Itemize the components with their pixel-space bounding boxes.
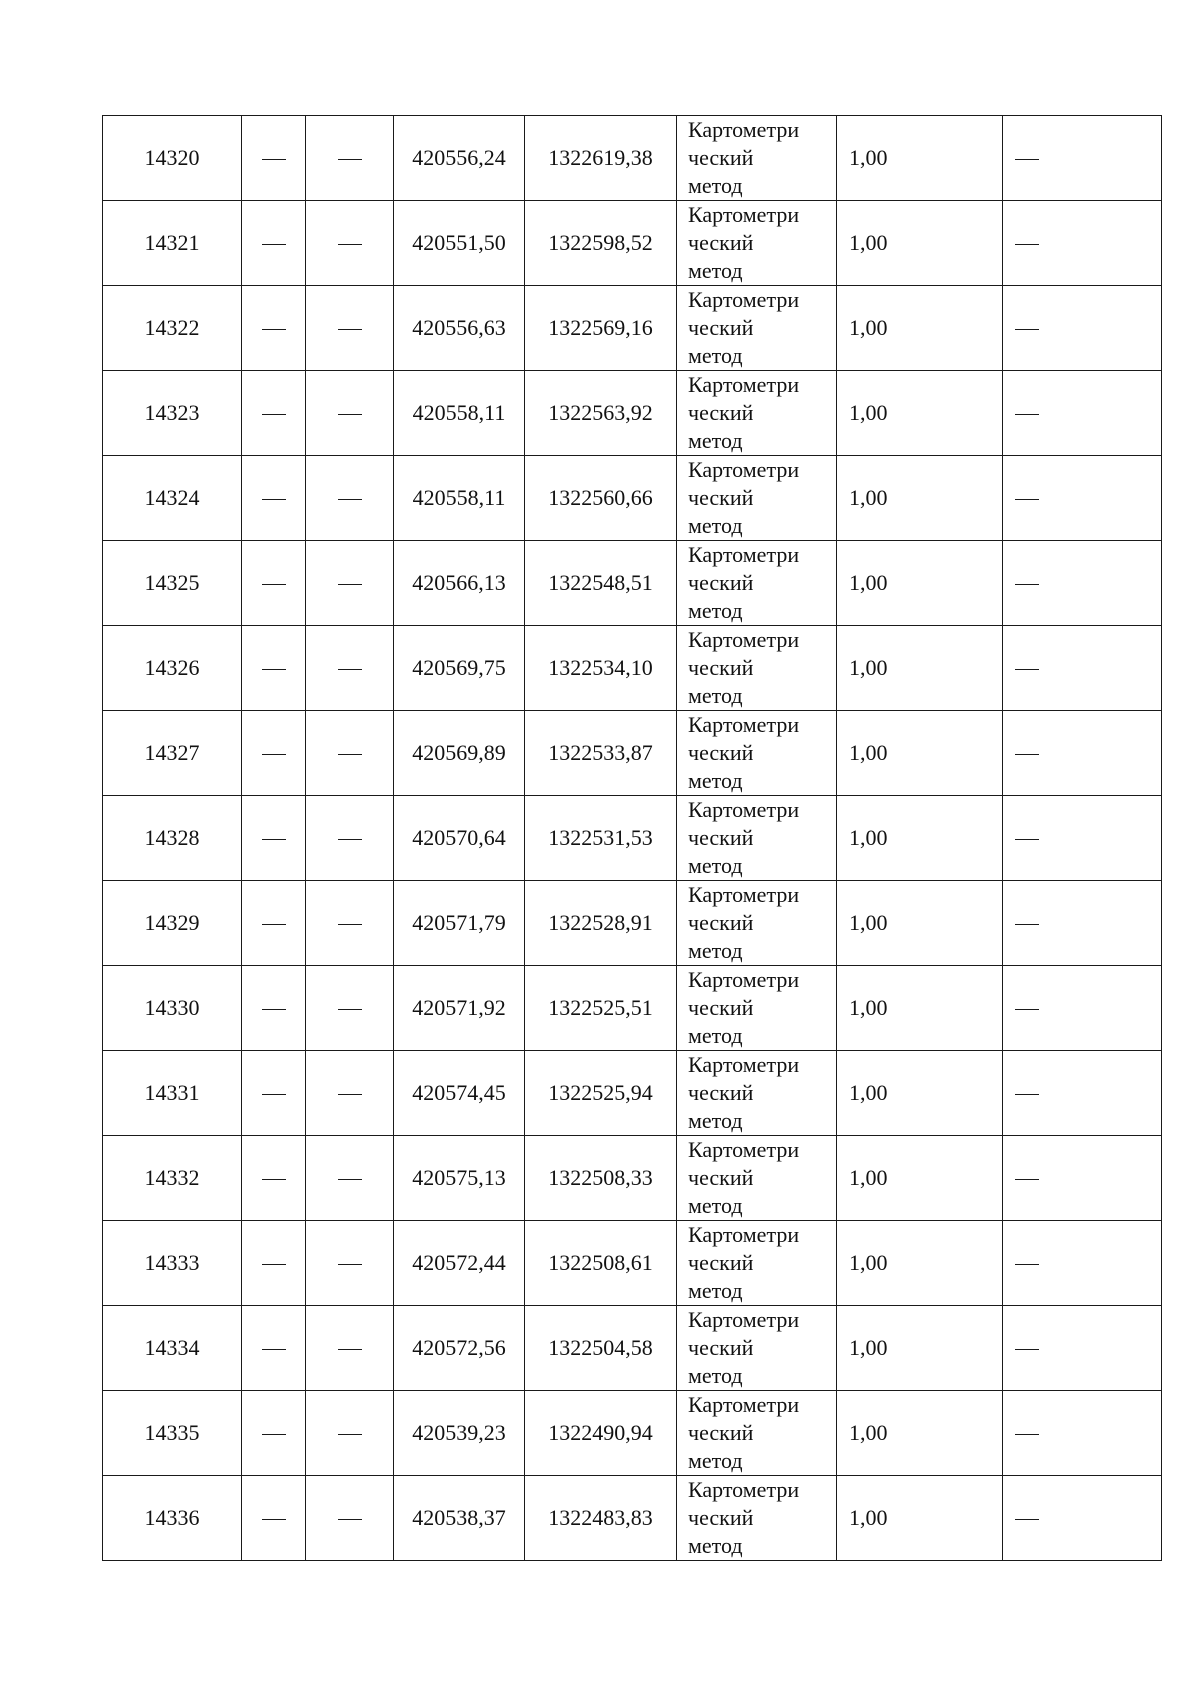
empty-value-cell	[306, 711, 394, 796]
method-text-line: Картометри	[688, 1307, 800, 1332]
description-cell	[1003, 116, 1162, 201]
x-coordinate-cell: 420571,79	[394, 881, 525, 966]
y-coordinate-cell: 1322508,61	[525, 1221, 677, 1306]
dash-mark	[1015, 1264, 1039, 1265]
dash-mark	[1015, 754, 1039, 755]
method-text-line: ческий	[688, 485, 754, 510]
method-text-line: Картометри	[688, 1052, 800, 1077]
empty-value-cell	[306, 1391, 394, 1476]
dash-mark	[338, 1434, 362, 1435]
empty-value-cell	[242, 456, 306, 541]
table-row	[103, 1306, 1162, 1391]
method-text-line: метод	[688, 513, 743, 538]
x-coordinate-cell: 420569,75	[394, 626, 525, 711]
dash-mark	[1015, 159, 1039, 160]
accuracy-cell: 1,00	[837, 711, 1003, 796]
accuracy-cell: 1,00	[837, 1306, 1003, 1391]
method-text-line: ческий	[688, 1165, 754, 1190]
empty-value-cell	[242, 711, 306, 796]
accuracy-cell: 1,00	[837, 116, 1003, 201]
description-cell	[1003, 371, 1162, 456]
y-coordinate-cell: 1322483,83	[525, 1476, 677, 1561]
x-coordinate-cell: 420575,13	[394, 1136, 525, 1221]
empty-value-cell	[242, 796, 306, 881]
y-coordinate-cell: 1322598,52	[525, 201, 677, 286]
description-cell	[1003, 541, 1162, 626]
description-cell	[1003, 201, 1162, 286]
method-cell	[677, 541, 837, 626]
accuracy-cell: 1,00	[837, 541, 1003, 626]
method-cell	[677, 1221, 837, 1306]
description-cell	[1003, 1051, 1162, 1136]
dash-mark	[338, 1009, 362, 1010]
method-text-line: метод	[688, 1278, 743, 1303]
dash-mark	[262, 1094, 286, 1095]
method-text-line: Картометри	[688, 542, 800, 567]
dash-mark	[262, 1264, 286, 1265]
method-text-line: Картометри	[688, 372, 800, 397]
accuracy-cell: 1,00	[837, 1476, 1003, 1561]
point-number-cell: 14323	[103, 371, 242, 456]
dash-mark	[338, 1094, 362, 1095]
table-row	[103, 456, 1162, 541]
empty-value-cell	[306, 371, 394, 456]
empty-value-cell	[306, 1051, 394, 1136]
dash-mark	[1015, 244, 1039, 245]
dash-mark	[1015, 499, 1039, 500]
dash-mark	[338, 839, 362, 840]
dash-mark	[338, 1179, 362, 1180]
empty-value-cell	[242, 1051, 306, 1136]
table-row	[103, 286, 1162, 371]
table-row	[103, 371, 1162, 456]
dash-mark	[338, 669, 362, 670]
point-number-cell: 14327	[103, 711, 242, 796]
accuracy-cell: 1,00	[837, 201, 1003, 286]
description-cell	[1003, 1476, 1162, 1561]
description-cell	[1003, 1306, 1162, 1391]
point-number-cell: 14333	[103, 1221, 242, 1306]
point-number-cell: 14326	[103, 626, 242, 711]
empty-value-cell	[306, 456, 394, 541]
empty-value-cell	[306, 116, 394, 201]
y-coordinate-cell: 1322531,53	[525, 796, 677, 881]
table-body	[103, 116, 1162, 1561]
point-number-cell: 14330	[103, 966, 242, 1051]
accuracy-cell: 1,00	[837, 1391, 1003, 1476]
method-text-line: метод	[688, 1448, 743, 1473]
dash-mark	[262, 414, 286, 415]
point-number-cell: 14325	[103, 541, 242, 626]
accuracy-cell: 1,00	[837, 286, 1003, 371]
method-text-line: ческий	[688, 1080, 754, 1105]
x-coordinate-cell: 420572,56	[394, 1306, 525, 1391]
method-cell	[677, 456, 837, 541]
method-text-line: метод	[688, 853, 743, 878]
y-coordinate-cell: 1322528,91	[525, 881, 677, 966]
dash-mark	[1015, 1094, 1039, 1095]
x-coordinate-cell: 420558,11	[394, 371, 525, 456]
method-cell	[677, 371, 837, 456]
empty-value-cell	[242, 1476, 306, 1561]
dash-mark	[1015, 1434, 1039, 1435]
description-cell	[1003, 711, 1162, 796]
y-coordinate-cell: 1322569,16	[525, 286, 677, 371]
empty-value-cell	[242, 1136, 306, 1221]
dash-mark	[262, 1349, 286, 1350]
method-text-line: метод	[688, 1023, 743, 1048]
point-number-cell: 14324	[103, 456, 242, 541]
method-text-line: Картометри	[688, 627, 800, 652]
description-cell	[1003, 456, 1162, 541]
method-text-line: ческий	[688, 825, 754, 850]
method-text-line: ческий	[688, 655, 754, 680]
dash-mark	[262, 1519, 286, 1520]
method-text-line: ческий	[688, 230, 754, 255]
y-coordinate-cell: 1322525,94	[525, 1051, 677, 1136]
dash-mark	[1015, 1349, 1039, 1350]
dash-mark	[338, 499, 362, 500]
table-row	[103, 881, 1162, 966]
dash-mark	[338, 1519, 362, 1520]
method-text-line: ческий	[688, 1250, 754, 1275]
point-number-cell: 14336	[103, 1476, 242, 1561]
accuracy-cell: 1,00	[837, 966, 1003, 1051]
y-coordinate-cell: 1322525,51	[525, 966, 677, 1051]
dash-mark	[262, 244, 286, 245]
table-row	[103, 1476, 1162, 1561]
accuracy-cell: 1,00	[837, 371, 1003, 456]
empty-value-cell	[306, 286, 394, 371]
method-cell	[677, 796, 837, 881]
empty-value-cell	[306, 1136, 394, 1221]
y-coordinate-cell: 1322563,92	[525, 371, 677, 456]
table-row	[103, 966, 1162, 1051]
method-text-line: ческий	[688, 570, 754, 595]
dash-mark	[1015, 1179, 1039, 1180]
method-text-line: Картометри	[688, 967, 800, 992]
dash-mark	[262, 924, 286, 925]
dash-mark	[1015, 1519, 1039, 1520]
description-cell	[1003, 1391, 1162, 1476]
empty-value-cell	[306, 1306, 394, 1391]
coordinates-table	[102, 115, 1162, 1561]
dash-mark	[262, 329, 286, 330]
method-text-line: Картометри	[688, 797, 800, 822]
dash-mark	[1015, 414, 1039, 415]
dash-mark	[262, 1009, 286, 1010]
dash-mark	[262, 669, 286, 670]
y-coordinate-cell: 1322508,33	[525, 1136, 677, 1221]
accuracy-cell: 1,00	[837, 881, 1003, 966]
dash-mark	[338, 1264, 362, 1265]
empty-value-cell	[306, 796, 394, 881]
point-number-cell: 14322	[103, 286, 242, 371]
dash-mark	[1015, 924, 1039, 925]
empty-value-cell	[306, 966, 394, 1051]
method-text-line: ческий	[688, 145, 754, 170]
empty-value-cell	[242, 1306, 306, 1391]
method-text-line: метод	[688, 1108, 743, 1133]
y-coordinate-cell: 1322534,10	[525, 626, 677, 711]
y-coordinate-cell: 1322560,66	[525, 456, 677, 541]
dash-mark	[338, 244, 362, 245]
method-cell	[677, 626, 837, 711]
dash-mark	[338, 754, 362, 755]
description-cell	[1003, 796, 1162, 881]
accuracy-cell: 1,00	[837, 1221, 1003, 1306]
method-text-line: метод	[688, 768, 743, 793]
method-text-line: метод	[688, 598, 743, 623]
x-coordinate-cell: 420556,63	[394, 286, 525, 371]
method-text-line: метод	[688, 428, 743, 453]
dash-mark	[262, 1434, 286, 1435]
method-cell	[677, 966, 837, 1051]
empty-value-cell	[242, 371, 306, 456]
method-text-line: ческий	[688, 1335, 754, 1360]
empty-value-cell	[306, 1476, 394, 1561]
point-number-cell: 14334	[103, 1306, 242, 1391]
dash-mark	[1015, 329, 1039, 330]
accuracy-cell: 1,00	[837, 796, 1003, 881]
table-row	[103, 541, 1162, 626]
table-row	[103, 1051, 1162, 1136]
table-row	[103, 796, 1162, 881]
dash-mark	[338, 924, 362, 925]
dash-mark	[262, 584, 286, 585]
y-coordinate-cell: 1322504,58	[525, 1306, 677, 1391]
x-coordinate-cell: 420574,45	[394, 1051, 525, 1136]
x-coordinate-cell: 420538,37	[394, 1476, 525, 1561]
empty-value-cell	[242, 966, 306, 1051]
x-coordinate-cell: 420539,23	[394, 1391, 525, 1476]
empty-value-cell	[242, 116, 306, 201]
dash-mark	[338, 159, 362, 160]
empty-value-cell	[242, 1391, 306, 1476]
empty-value-cell	[242, 201, 306, 286]
method-text-line: метод	[688, 1363, 743, 1388]
method-text-line: Картометри	[688, 287, 800, 312]
table-row	[103, 201, 1162, 286]
x-coordinate-cell: 420571,92	[394, 966, 525, 1051]
empty-value-cell	[306, 201, 394, 286]
method-cell	[677, 201, 837, 286]
x-coordinate-cell: 420570,64	[394, 796, 525, 881]
accuracy-cell: 1,00	[837, 1136, 1003, 1221]
dash-mark	[1015, 1009, 1039, 1010]
table-row	[103, 116, 1162, 201]
dash-mark	[338, 414, 362, 415]
method-text-line: Картометри	[688, 1392, 800, 1417]
dash-mark	[338, 329, 362, 330]
method-text-line: ческий	[688, 910, 754, 935]
empty-value-cell	[242, 1221, 306, 1306]
table-row	[103, 711, 1162, 796]
table-row	[103, 1391, 1162, 1476]
method-text-line: Картометри	[688, 882, 800, 907]
table-row	[103, 1136, 1162, 1221]
method-text-line: ческий	[688, 400, 754, 425]
empty-value-cell	[306, 541, 394, 626]
dash-mark	[338, 1349, 362, 1350]
method-text-line: ческий	[688, 740, 754, 765]
x-coordinate-cell: 420566,13	[394, 541, 525, 626]
y-coordinate-cell: 1322533,87	[525, 711, 677, 796]
description-cell	[1003, 966, 1162, 1051]
method-cell	[677, 1476, 837, 1561]
method-text-line: Картометри	[688, 117, 800, 142]
method-text-line: Картометри	[688, 1222, 800, 1247]
point-number-cell: 14335	[103, 1391, 242, 1476]
method-cell	[677, 286, 837, 371]
method-text-line: Картометри	[688, 1477, 800, 1502]
empty-value-cell	[242, 881, 306, 966]
accuracy-cell: 1,00	[837, 1051, 1003, 1136]
empty-value-cell	[306, 1221, 394, 1306]
dash-mark	[262, 1179, 286, 1180]
point-number-cell: 14332	[103, 1136, 242, 1221]
dash-mark	[262, 754, 286, 755]
method-text-line: метод	[688, 938, 743, 963]
dash-mark	[338, 584, 362, 585]
method-text-line: метод	[688, 343, 743, 368]
dash-mark	[1015, 839, 1039, 840]
method-cell	[677, 881, 837, 966]
method-text-line: ческий	[688, 995, 754, 1020]
accuracy-cell: 1,00	[837, 456, 1003, 541]
empty-value-cell	[242, 286, 306, 371]
y-coordinate-cell: 1322548,51	[525, 541, 677, 626]
empty-value-cell	[306, 626, 394, 711]
method-text-line: Картометри	[688, 457, 800, 482]
method-cell	[677, 1051, 837, 1136]
dash-mark	[262, 499, 286, 500]
description-cell	[1003, 1221, 1162, 1306]
dash-mark	[1015, 584, 1039, 585]
empty-value-cell	[306, 881, 394, 966]
method-text-line: метод	[688, 683, 743, 708]
point-number-cell: 14329	[103, 881, 242, 966]
dash-mark	[262, 839, 286, 840]
method-text-line: ческий	[688, 1420, 754, 1445]
x-coordinate-cell: 420556,24	[394, 116, 525, 201]
method-text-line: метод	[688, 258, 743, 283]
method-text-line: ческий	[688, 315, 754, 340]
table-row	[103, 1221, 1162, 1306]
empty-value-cell	[242, 626, 306, 711]
method-text-line: Картометри	[688, 712, 800, 737]
table-row	[103, 626, 1162, 711]
method-text-line: метод	[688, 1193, 743, 1218]
point-number-cell: 14321	[103, 201, 242, 286]
method-cell	[677, 1306, 837, 1391]
accuracy-cell: 1,00	[837, 626, 1003, 711]
description-cell	[1003, 881, 1162, 966]
y-coordinate-cell: 1322619,38	[525, 116, 677, 201]
x-coordinate-cell: 420572,44	[394, 1221, 525, 1306]
method-text-line: Картометри	[688, 1137, 800, 1162]
method-cell	[677, 711, 837, 796]
description-cell	[1003, 1136, 1162, 1221]
description-cell	[1003, 286, 1162, 371]
dash-mark	[262, 159, 286, 160]
method-cell	[677, 1136, 837, 1221]
method-text-line: Картометри	[688, 202, 800, 227]
method-text-line: метод	[688, 173, 743, 198]
description-cell	[1003, 626, 1162, 711]
point-number-cell: 14328	[103, 796, 242, 881]
x-coordinate-cell: 420558,11	[394, 456, 525, 541]
point-number-cell: 14331	[103, 1051, 242, 1136]
method-text-line: ческий	[688, 1505, 754, 1530]
empty-value-cell	[242, 541, 306, 626]
point-number-cell: 14320	[103, 116, 242, 201]
y-coordinate-cell: 1322490,94	[525, 1391, 677, 1476]
method-cell	[677, 1391, 837, 1476]
x-coordinate-cell: 420551,50	[394, 201, 525, 286]
dash-mark	[1015, 669, 1039, 670]
method-cell	[677, 116, 837, 201]
method-text-line: метод	[688, 1533, 743, 1558]
x-coordinate-cell: 420569,89	[394, 711, 525, 796]
